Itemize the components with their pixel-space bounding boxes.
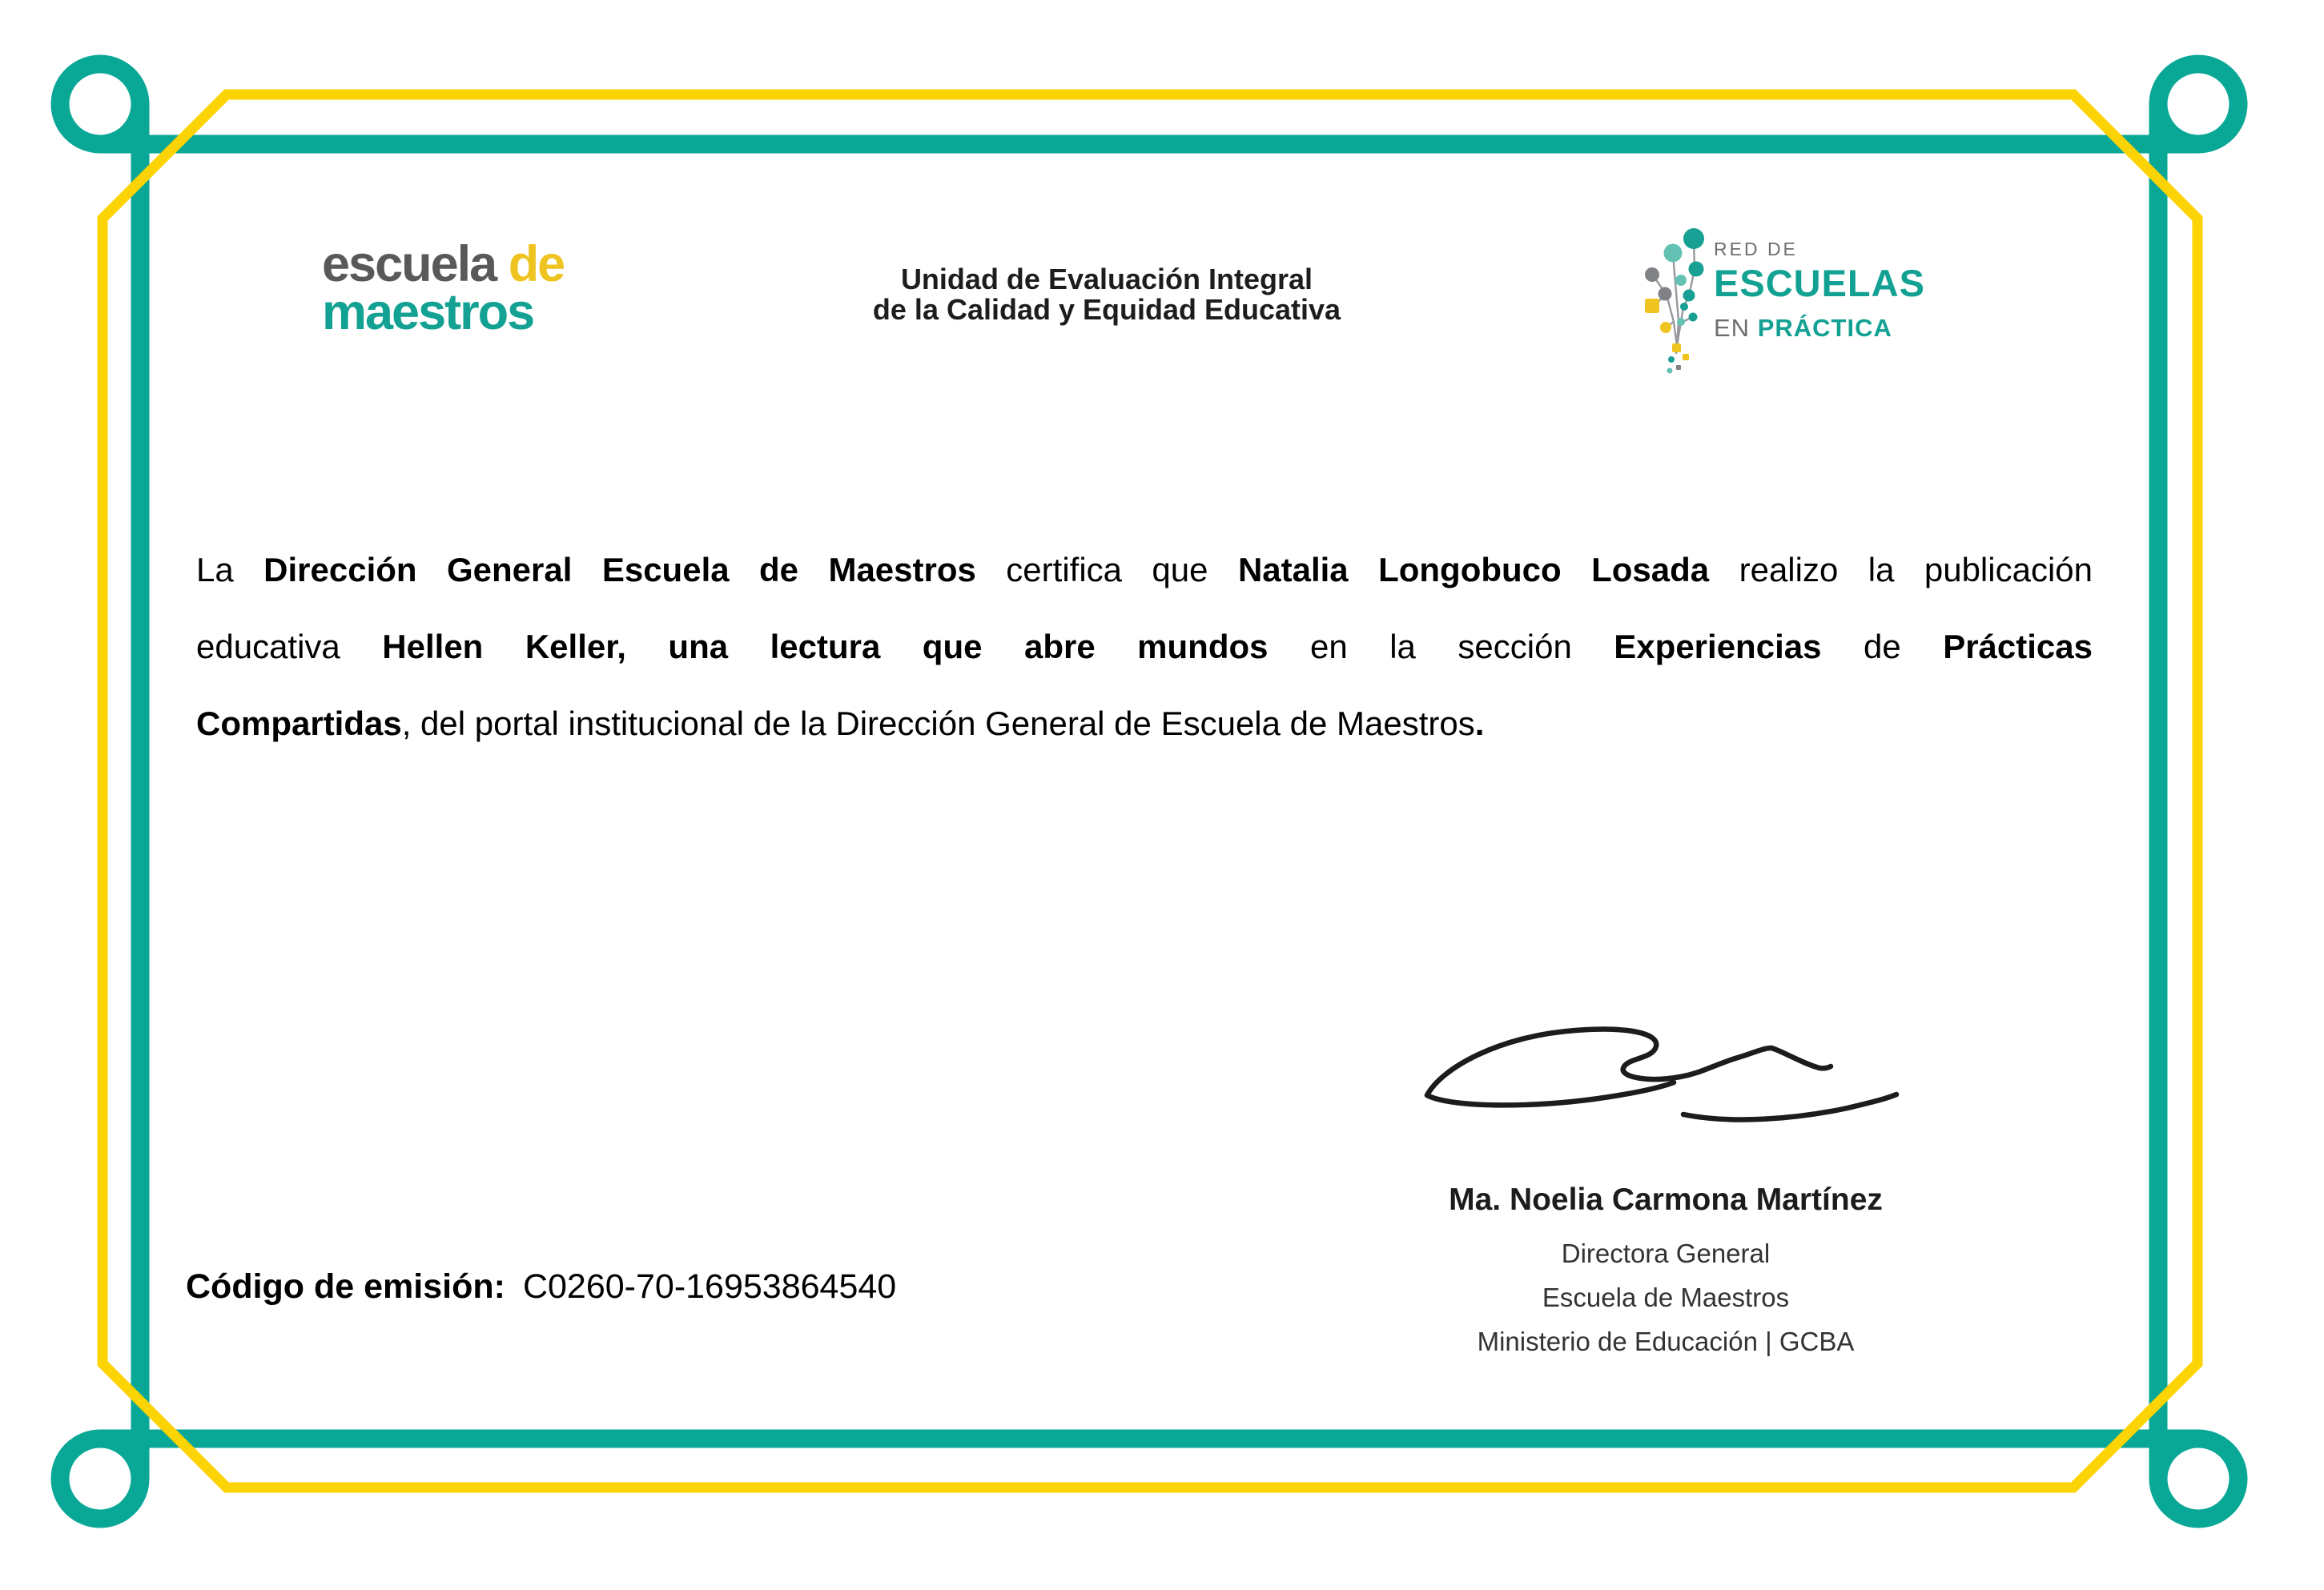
network-logo-en: EN <box>1714 314 1758 342</box>
signatory-organization: Escuela de Maestros <box>1542 1283 1790 1312</box>
body-bold-recipient-name: Natalia Longobuco Losada <box>1237 551 1710 588</box>
network-logo-line-2: ESCUELAS <box>1714 262 1925 304</box>
signatory-ministry: Ministerio de Educación | GCBA <box>1477 1327 1855 1356</box>
emission-code-label: Código de emisión: <box>186 1267 505 1306</box>
body-bold-period: . <box>1474 705 1485 742</box>
signatory-title: Directora General <box>1561 1239 1771 1268</box>
escuela-de-maestros-logo <box>322 236 565 340</box>
unit-title-line-2: de la Calidad y Equidad Educativa <box>872 293 1341 326</box>
body-text-segment: en la sección <box>1268 628 1614 665</box>
unit-title-line-1: Unidad de Evaluación Integral <box>900 263 1313 295</box>
certificate-body-text <box>196 532 2093 762</box>
logo-word-de: de <box>496 236 565 292</box>
body-text-segment: educativa <box>196 628 383 665</box>
network-logo-line-3 <box>1714 314 1892 343</box>
body-text-segment: , del portal institucional de la Dirección General de Escuela de Maestros <box>401 705 1475 742</box>
body-line-1 <box>196 532 2093 608</box>
body-line-3 <box>196 685 2093 762</box>
body-text-segment: realizo la publicación <box>1709 551 2093 588</box>
body-text-segment: La <box>196 551 264 588</box>
network-logo-practica: PRÁCTICA <box>1757 314 1892 342</box>
body-line-2 <box>196 608 2093 685</box>
body-bold-experiencias: Experiencias <box>1614 628 1822 665</box>
signature-image <box>1419 1018 1900 1138</box>
signatory-name: Ma. Noelia Carmona Martínez <box>1449 1182 1883 1217</box>
evaluation-unit-title <box>802 264 1411 325</box>
logo-word-escuela: escuela <box>322 236 497 292</box>
red-de-escuelas-logo <box>1638 218 1975 378</box>
emission-code-row <box>186 1267 896 1307</box>
logo-word-maestros: maestros <box>322 284 534 340</box>
body-bold-compartidas: Compartidas <box>196 705 402 742</box>
network-logo-line-1: RED DE <box>1714 239 1798 259</box>
signatory-block <box>1424 1182 1908 1363</box>
body-bold-practicas: Prácticas <box>1943 628 2093 665</box>
body-bold-publication-title: Hellen Keller, una lectura que abre mundos <box>382 628 1269 665</box>
body-bold-direccion-general: Dirección General Escuela de Maestros <box>263 551 976 588</box>
body-text-segment: de <box>1821 628 1944 665</box>
body-text-segment: certifica que <box>975 551 1238 588</box>
emission-code-value: C0260-70-16953864540 <box>522 1267 897 1306</box>
network-tree-icon <box>1638 218 1706 375</box>
logo-line-1 <box>322 236 565 292</box>
